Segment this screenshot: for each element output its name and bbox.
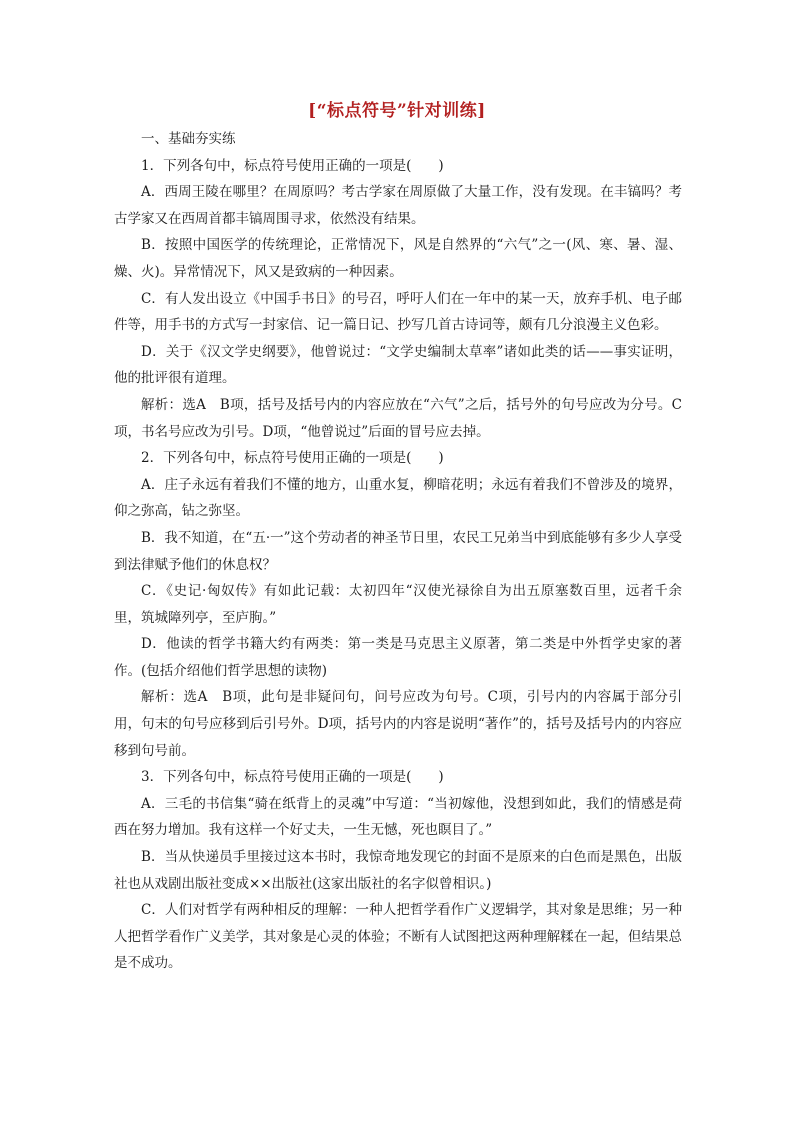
question-1-analysis: 解析：选A B项，括号及括号内的内容应放在“六气”之后，括号外的句号应改为分号。C项，书名号应改为引号。D项，“他曾说过”后面的冒号应去掉。 xyxy=(114,396,682,440)
document-body xyxy=(114,126,682,977)
question-3-stem: 3．下列各句中，标点符号使用正确的一项是( ) xyxy=(141,769,444,786)
question-2-option-c: C．《史记·匈奴传》有如此记载：太初四年“汉使光禄徐自为出五原塞数百里，远者千余里，筑城障列亭，至庐朐。” xyxy=(114,583,682,626)
question-2-option-d: D．他读的哲学书籍大约有两类：第一类是马克思主义原著，第二类是中外哲学史家的著作。(包括介绍他们哲学思想的读物) xyxy=(114,636,682,679)
question-1-option-b: B．按照中国医学的传统理论，正常情况下，风是自然界的“六气”之一(风、寒、暑、湿、燥、火)。异常情况下，风又是致病的一种因素。 xyxy=(114,237,682,280)
question-2-option-a: A．庄子永远有着我们不懂的地方，山重水复，柳暗花明；永远有着我们不曾涉及的境界，仰之弥高，钻之弥坚。 xyxy=(114,476,682,520)
question-2-option-b: B．我不知道，在“五·一”这个劳动者的神圣节日里，农民工兄弟当中到底能够有多少人享受到法律赋予他们的休息权？ xyxy=(114,529,683,573)
question-1-stem: 1．下列各句中，标点符号使用正确的一项是( ) xyxy=(141,157,444,174)
question-2-analysis: 解析：选A B项，此句是非疑问句，问号应改为句号。C项，引号内的内容属于部分引用，句末的句号应移到后引号外。D项，括号内的内容是说明“著作”的，括号及括号内的内容应移到句号前。 xyxy=(114,689,682,759)
question-1-option-d: D．关于《汉文学史纲要》，他曾说过：“文学史编制太草率”诸如此类的话——事实证明，他的批评很有道理。 xyxy=(114,343,682,387)
question-3-option-a: A．三毛的书信集“骑在纸背上的灵魂”中写道：“当初嫁他，没想到如此，我们的情感是荷西在努力增加。我有这样一个好丈夫，一生无憾，死也瞑目了。” xyxy=(114,795,682,839)
question-3-option-b: B．当从快递员手里接过这本书时，我惊奇地发现它的封面不是原来的白色而是黑色，出版社也从戏剧出版社变成××出版社(这家出版社的名字似曾相识。) xyxy=(114,849,682,892)
question-1-option-a: A．西周王陵在哪里？在周原吗？考古学家在周原做了大量工作，没有发现。在丰镐吗？考古学家又在西周首都丰镐周围寻求，依然没有结果。 xyxy=(114,184,682,227)
question-2-stem: 2．下列各句中，标点符号使用正确的一项是( ) xyxy=(141,450,444,467)
section-heading: 一、基础夯实练 xyxy=(141,131,236,147)
page-title: [“标点符号”针对训练] xyxy=(308,101,486,121)
question-3-option-c: C．人们对哲学有两种相反的理解：一种人把哲学看作广义逻辑学，其对象是思维；另一种人把哲学看作广义美学，其对象是心灵的体验；不断有人试图把这两种理解糅在一起，但结果总是不成功。 xyxy=(114,902,682,972)
question-1-option-c: C．有人发出设立《中国手书日》的号召，呼吁人们在一年中的某一天，放弃手机、电子邮件等，用手书的方式写一封家信、记一篇日记、抄写几首古诗词等，颇有几分浪漫主义色彩。 xyxy=(114,290,682,334)
